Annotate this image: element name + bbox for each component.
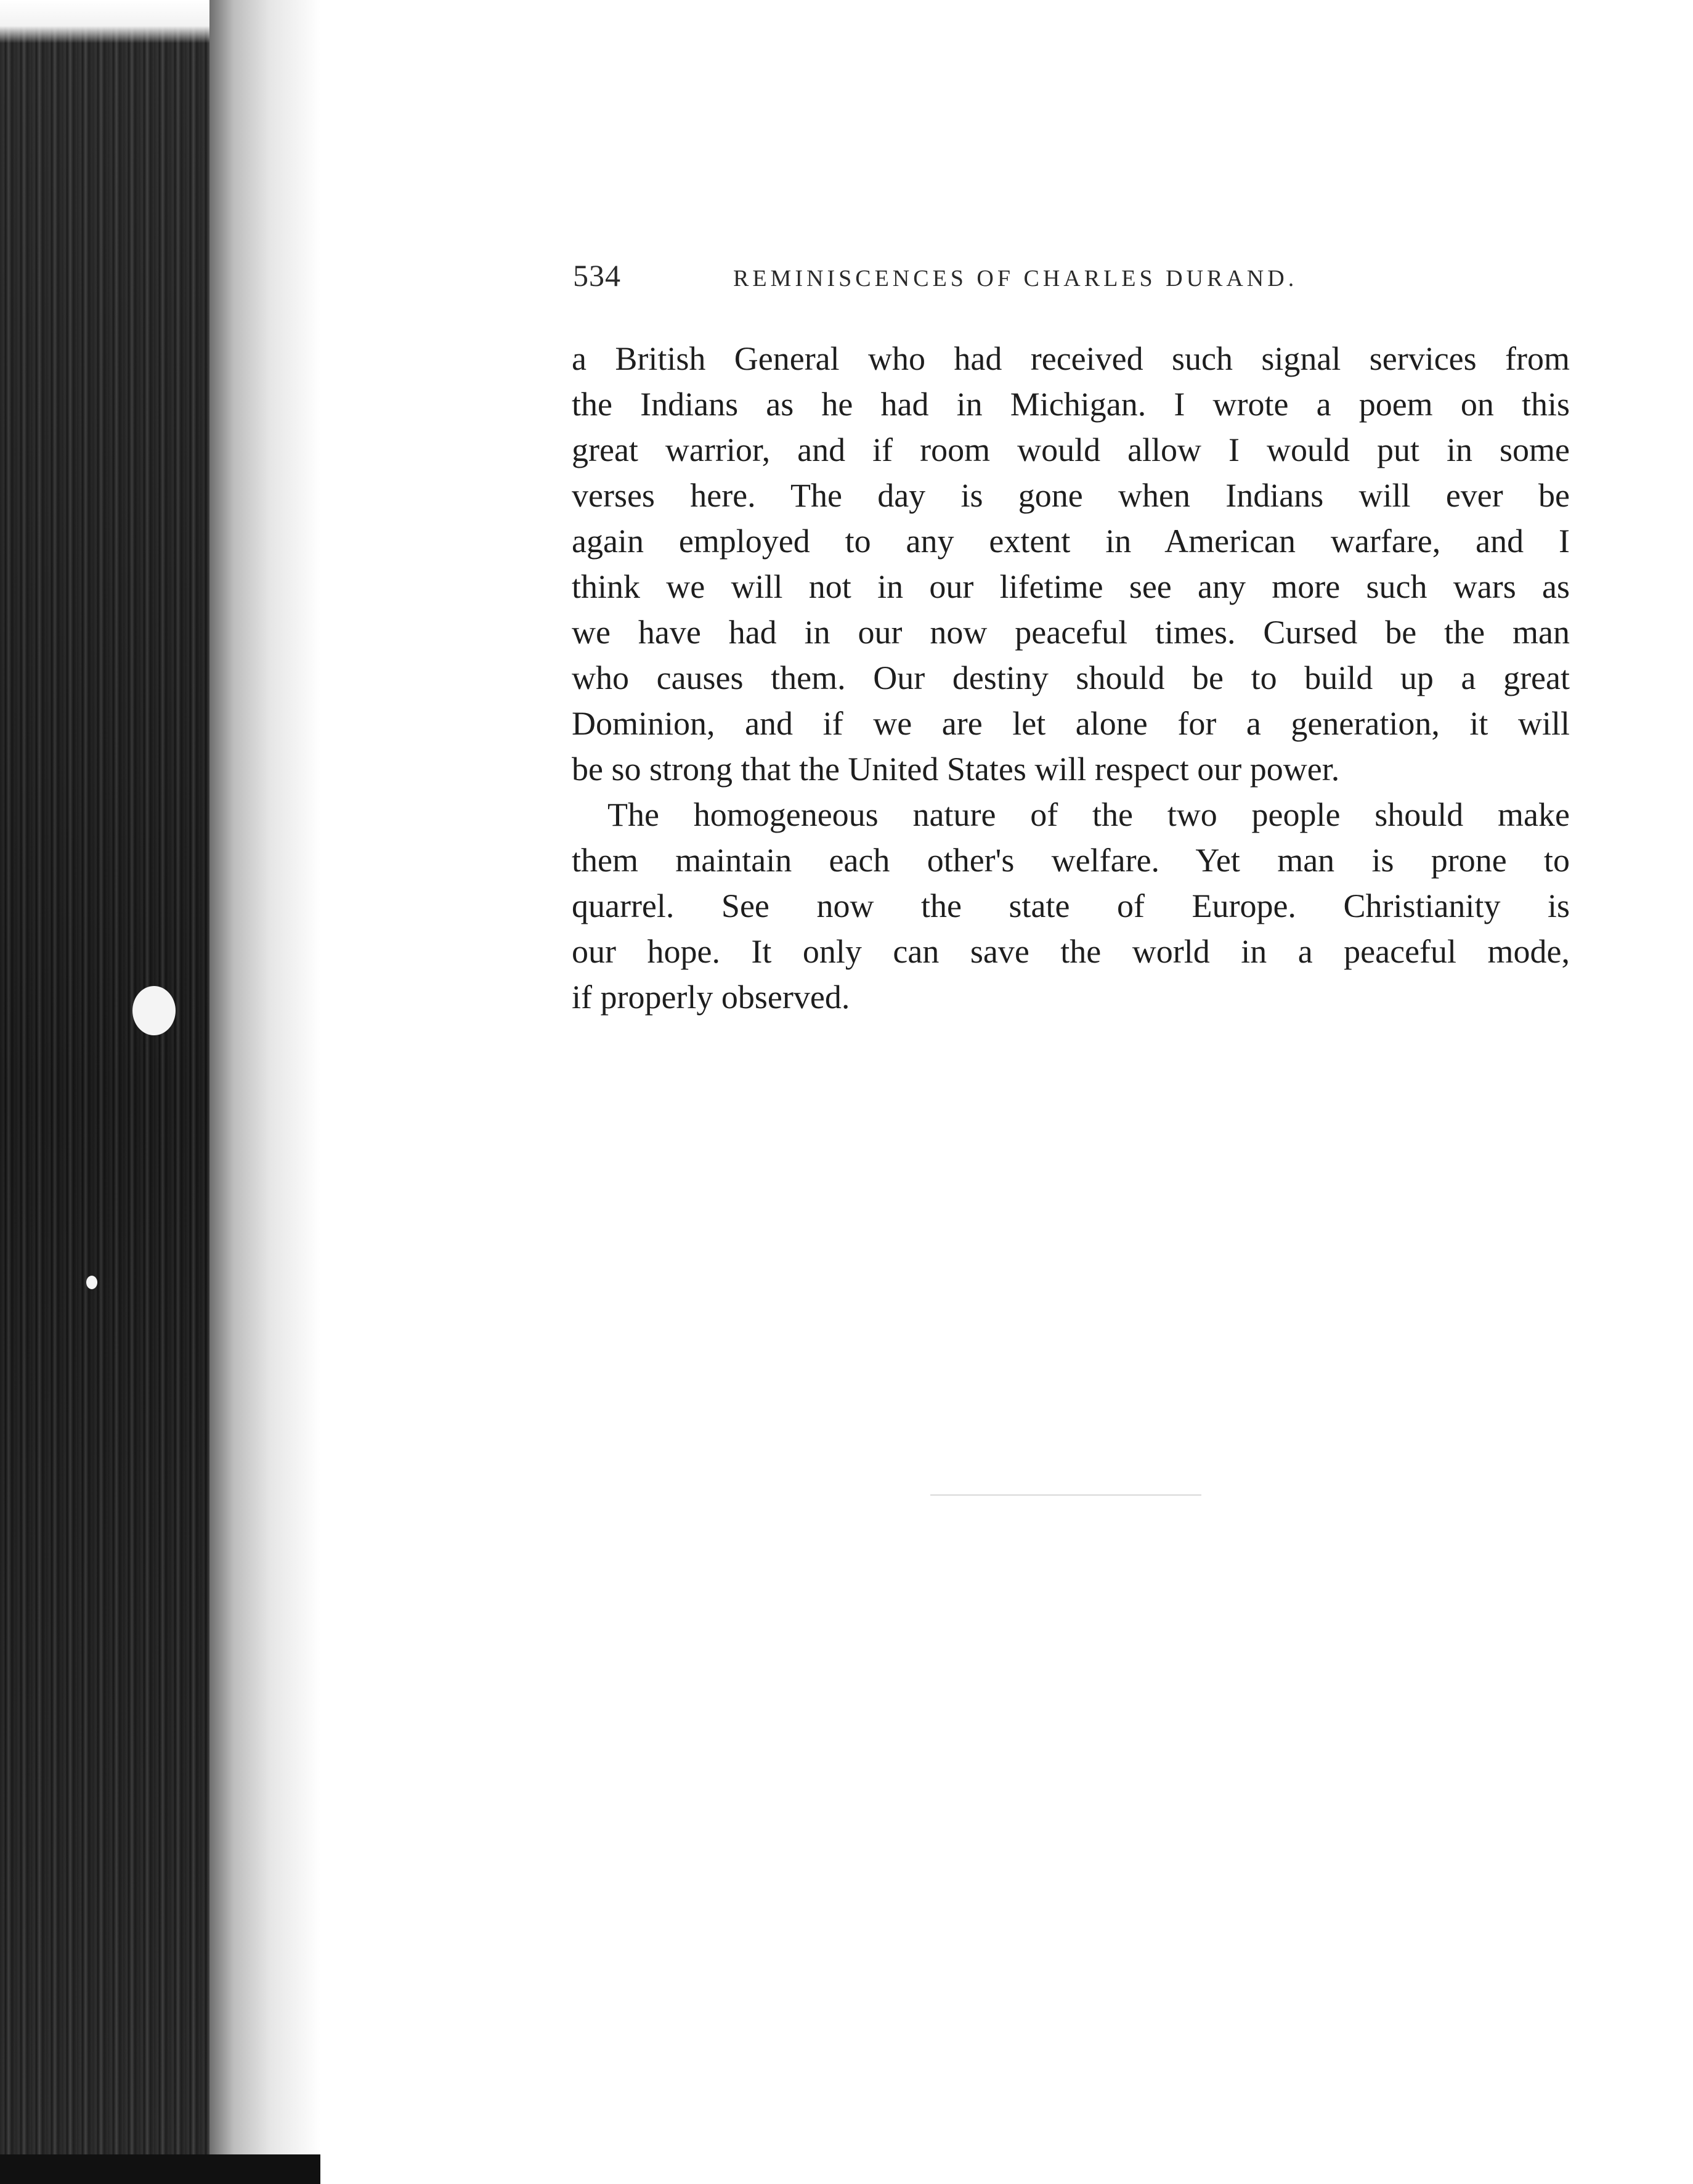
text-line: a British General who had received such signal services from bbox=[572, 340, 1570, 377]
text-line: them maintain each other's welfare. Yet man is prone to bbox=[572, 842, 1570, 879]
book-edge-bottom bbox=[0, 2154, 320, 2184]
text-line: think we will not in our lifetime see any more such wars as bbox=[572, 568, 1570, 605]
page-gutter-shadow bbox=[209, 0, 320, 2184]
faint-rule bbox=[930, 1494, 1201, 1496]
text-line: again employed to any extent in American warfare, and I bbox=[572, 523, 1570, 560]
text-line: verses here. The day is gone when Indians will ever be bbox=[572, 477, 1570, 514]
text-line: be so strong that the United States will respect our power. bbox=[572, 751, 1340, 788]
paper-speck bbox=[86, 1276, 97, 1289]
text-line: the Indians as he had in Michigan. I wrote a poem on this bbox=[572, 386, 1570, 423]
text-line: quarrel. See now the state of Europe. Christianity is bbox=[572, 887, 1570, 924]
body-text bbox=[572, 336, 1570, 1020]
text-line: great warrior, and if room would allow I would put in some bbox=[572, 431, 1570, 468]
text-line: our hope. It only can save the world in a peaceful mode, bbox=[572, 933, 1570, 970]
page-number: 534 bbox=[573, 258, 621, 293]
running-title: REMINISCENCES OF CHARLES DURAND. bbox=[733, 266, 1298, 291]
text-line: The homogeneous nature of the two people should make bbox=[607, 796, 1570, 833]
text-line: who causes them. Our destiny should be to build up a great bbox=[572, 659, 1570, 696]
text-line: we have had in our now peaceful times. Cursed be the man bbox=[572, 614, 1570, 651]
book-fore-edge bbox=[0, 0, 222, 2184]
paper-speck bbox=[132, 986, 176, 1035]
text-line: if properly observed. bbox=[572, 979, 850, 1016]
running-head bbox=[573, 258, 1399, 301]
book-edge-top-highlight bbox=[0, 0, 222, 43]
book-page bbox=[320, 0, 1693, 2184]
text-line: Dominion, and if we are let alone for a generation, it will bbox=[572, 705, 1570, 742]
